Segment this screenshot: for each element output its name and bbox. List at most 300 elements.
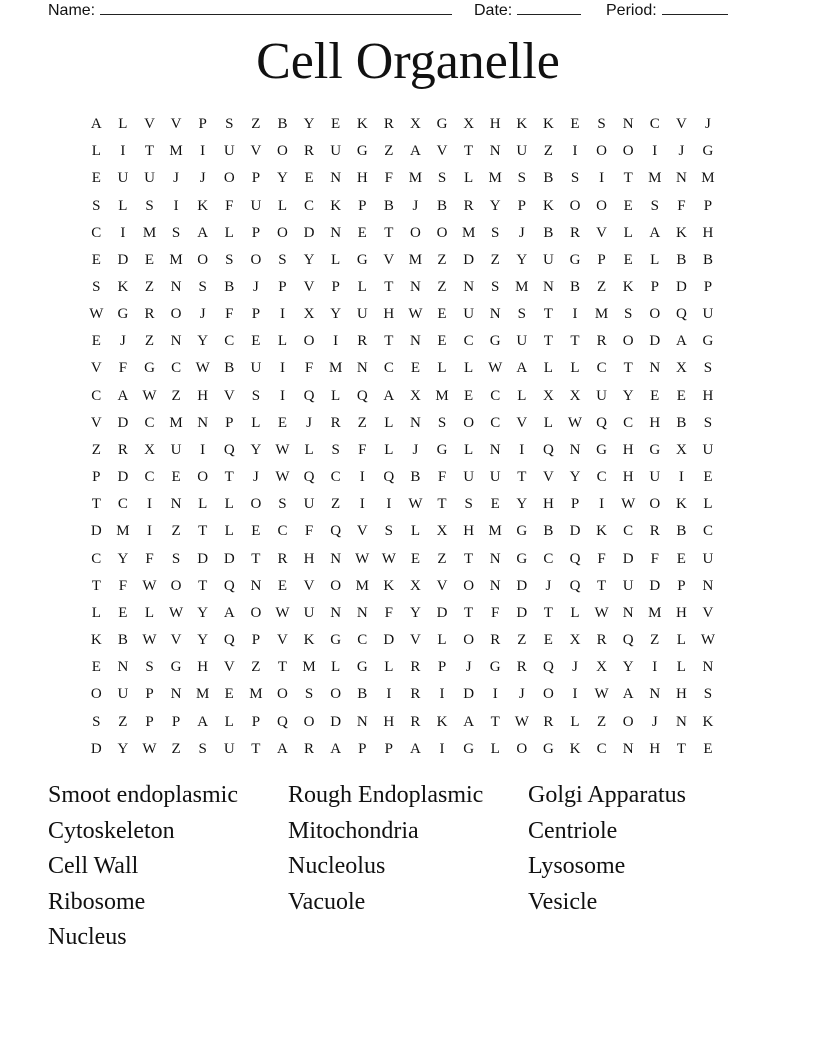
- grid-letter[interactable]: L: [543, 414, 553, 431]
- grid-letter[interactable]: A: [649, 224, 661, 241]
- grid-letter[interactable]: O: [303, 333, 315, 350]
- grid-letter[interactable]: Z: [171, 523, 181, 540]
- grid-letter[interactable]: E: [144, 251, 155, 268]
- grid-letter[interactable]: L: [676, 632, 686, 649]
- grid-letter[interactable]: I: [386, 686, 392, 703]
- grid-letter[interactable]: S: [198, 740, 207, 757]
- grid-letter[interactable]: H: [197, 387, 209, 404]
- grid-letter[interactable]: R: [277, 550, 288, 567]
- grid-letter[interactable]: Q: [303, 469, 315, 486]
- grid-letter[interactable]: N: [170, 496, 182, 513]
- grid-letter[interactable]: I: [572, 306, 578, 323]
- grid-letter[interactable]: D: [463, 686, 475, 703]
- grid-letter[interactable]: K: [197, 197, 209, 214]
- grid-letter[interactable]: W: [594, 604, 609, 621]
- grid-letter[interactable]: I: [519, 441, 525, 458]
- period-field[interactable]: [606, 0, 728, 20]
- grid-letter[interactable]: E: [703, 469, 713, 486]
- grid-letter[interactable]: O: [303, 713, 315, 730]
- grid-letter[interactable]: L: [277, 333, 288, 350]
- grid-letter[interactable]: X: [303, 306, 315, 323]
- grid-letter[interactable]: W: [275, 441, 290, 458]
- grid-letter[interactable]: L: [304, 441, 314, 458]
- grid-letter[interactable]: L: [224, 496, 234, 513]
- grid-letter[interactable]: L: [490, 740, 500, 757]
- date-blank-line[interactable]: [517, 0, 581, 15]
- grid-letter[interactable]: N: [170, 333, 182, 350]
- grid-letter[interactable]: V: [223, 659, 235, 676]
- grid-letter[interactable]: V: [303, 577, 315, 594]
- grid-letter[interactable]: S: [703, 414, 713, 431]
- grid-letter[interactable]: C: [623, 523, 634, 540]
- grid-letter[interactable]: Q: [622, 632, 634, 649]
- grid-letter[interactable]: P: [437, 659, 447, 676]
- grid-letter[interactable]: F: [358, 441, 367, 458]
- grid-letter[interactable]: N: [356, 360, 368, 377]
- grid-letter[interactable]: M: [169, 251, 183, 268]
- grid-letter[interactable]: M: [328, 360, 343, 377]
- grid-letter[interactable]: U: [489, 469, 501, 486]
- grid-letter[interactable]: T: [517, 469, 527, 486]
- grid-letter[interactable]: I: [200, 441, 206, 458]
- grid-letter[interactable]: S: [171, 550, 181, 567]
- grid-letter[interactable]: A: [117, 387, 129, 404]
- grid-letter[interactable]: I: [120, 224, 126, 241]
- grid-letter[interactable]: G: [516, 523, 528, 540]
- grid-letter[interactable]: N: [170, 686, 182, 703]
- grid-letter[interactable]: U: [117, 686, 129, 703]
- grid-letter[interactable]: Z: [596, 279, 607, 296]
- grid-letter[interactable]: L: [91, 604, 101, 621]
- grid-letter[interactable]: I: [652, 143, 658, 160]
- grid-letter[interactable]: G: [489, 333, 501, 350]
- grid-letter[interactable]: L: [91, 143, 101, 160]
- grid-letter[interactable]: O: [277, 686, 288, 703]
- grid-letter[interactable]: P: [358, 740, 367, 757]
- grid-letter[interactable]: U: [250, 197, 262, 214]
- grid-letter[interactable]: L: [198, 496, 208, 513]
- grid-letter[interactable]: N: [170, 279, 182, 296]
- grid-letter[interactable]: P: [703, 197, 713, 214]
- grid-letter[interactable]: S: [331, 441, 340, 458]
- grid-letter[interactable]: X: [436, 523, 448, 540]
- grid-letter[interactable]: O: [250, 251, 262, 268]
- grid-letter[interactable]: E: [304, 170, 314, 187]
- grid-letter[interactable]: M: [515, 279, 529, 296]
- grid-letter[interactable]: I: [146, 523, 152, 540]
- grid-letter[interactable]: C: [463, 333, 474, 350]
- grid-letter[interactable]: O: [596, 197, 607, 214]
- grid-letter[interactable]: Z: [171, 740, 181, 757]
- grid-letter[interactable]: B: [383, 197, 394, 214]
- grid-letter[interactable]: E: [118, 604, 128, 621]
- grid-letter[interactable]: T: [623, 170, 633, 187]
- grid-letter[interactable]: L: [464, 441, 474, 458]
- grid-letter[interactable]: I: [200, 143, 206, 160]
- grid-letter[interactable]: O: [410, 224, 421, 241]
- grid-letter[interactable]: O: [649, 496, 661, 513]
- grid-letter[interactable]: L: [437, 360, 447, 377]
- grid-letter[interactable]: O: [622, 333, 634, 350]
- grid-letter[interactable]: U: [356, 306, 368, 323]
- grid-letter[interactable]: C: [702, 523, 713, 540]
- grid-letter[interactable]: G: [569, 251, 581, 268]
- grid-letter[interactable]: N: [542, 279, 554, 296]
- grid-letter[interactable]: Y: [197, 333, 209, 350]
- grid-letter[interactable]: K: [356, 116, 368, 133]
- grid-letter[interactable]: A: [223, 604, 235, 621]
- grid-letter[interactable]: I: [173, 197, 179, 214]
- grid-letter[interactable]: W: [142, 740, 157, 757]
- grid-letter[interactable]: U: [516, 333, 528, 350]
- grid-letter[interactable]: Z: [543, 143, 553, 160]
- grid-letter[interactable]: X: [569, 632, 581, 649]
- grid-letter[interactable]: C: [490, 414, 501, 431]
- grid-letter[interactable]: X: [569, 387, 581, 404]
- grid-letter[interactable]: M: [142, 224, 157, 241]
- grid-letter[interactable]: O: [463, 414, 475, 431]
- grid-letter[interactable]: I: [599, 496, 605, 513]
- grid-letter[interactable]: L: [251, 414, 261, 431]
- grid-letter[interactable]: Z: [437, 251, 447, 268]
- grid-letter[interactable]: W: [195, 360, 210, 377]
- grid-letter[interactable]: L: [570, 713, 580, 730]
- grid-letter[interactable]: Z: [596, 713, 607, 730]
- grid-letter[interactable]: S: [597, 116, 606, 133]
- grid-letter[interactable]: W: [168, 604, 184, 621]
- grid-letter[interactable]: N: [356, 604, 368, 621]
- grid-letter[interactable]: U: [622, 577, 634, 594]
- grid-letter[interactable]: T: [384, 224, 394, 241]
- grid-letter[interactable]: E: [224, 686, 234, 703]
- grid-letter[interactable]: L: [384, 441, 394, 458]
- grid-letter[interactable]: Y: [569, 469, 581, 486]
- grid-letter[interactable]: H: [197, 659, 209, 676]
- grid-letter[interactable]: T: [437, 496, 447, 513]
- grid-letter[interactable]: T: [198, 523, 208, 540]
- grid-letter[interactable]: Z: [251, 659, 261, 676]
- grid-letter[interactable]: G: [702, 143, 714, 160]
- grid-letter[interactable]: Q: [330, 523, 342, 540]
- grid-letter[interactable]: I: [279, 387, 285, 404]
- grid-letter[interactable]: O: [197, 251, 209, 268]
- grid-letter[interactable]: O: [250, 604, 262, 621]
- grid-letter[interactable]: Q: [223, 441, 235, 458]
- grid-letter[interactable]: D: [383, 632, 395, 649]
- grid-letter[interactable]: J: [252, 279, 259, 296]
- grid-letter[interactable]: I: [439, 686, 445, 703]
- grid-letter[interactable]: G: [144, 360, 155, 377]
- grid-letter[interactable]: Z: [490, 251, 500, 268]
- grid-letter[interactable]: P: [597, 251, 606, 268]
- grid-letter[interactable]: F: [384, 604, 393, 621]
- grid-letter[interactable]: S: [278, 251, 287, 268]
- grid-letter[interactable]: P: [198, 116, 207, 133]
- grid-letter[interactable]: P: [225, 414, 234, 431]
- grid-letter[interactable]: S: [703, 360, 713, 377]
- grid-letter[interactable]: M: [196, 686, 210, 703]
- grid-letter[interactable]: C: [304, 197, 315, 214]
- grid-letter[interactable]: U: [117, 170, 129, 187]
- grid-letter[interactable]: R: [569, 224, 580, 241]
- grid-letter[interactable]: P: [570, 496, 580, 513]
- grid-letter[interactable]: A: [197, 224, 209, 241]
- grid-letter[interactable]: Y: [250, 441, 262, 458]
- grid-letter[interactable]: Y: [410, 604, 421, 621]
- grid-letter[interactable]: V: [250, 143, 262, 160]
- grid-letter[interactable]: H: [622, 469, 634, 486]
- grid-letter[interactable]: T: [224, 469, 234, 486]
- grid-letter[interactable]: W: [89, 306, 104, 323]
- grid-letter[interactable]: E: [703, 740, 713, 757]
- grid-letter[interactable]: B: [543, 224, 554, 241]
- grid-letter[interactable]: Z: [118, 713, 128, 730]
- grid-letter[interactable]: A: [330, 740, 342, 757]
- grid-letter[interactable]: G: [516, 550, 528, 567]
- grid-letter[interactable]: L: [144, 604, 155, 621]
- grid-letter[interactable]: B: [569, 279, 580, 296]
- grid-letter[interactable]: D: [303, 224, 315, 241]
- grid-letter[interactable]: C: [117, 496, 128, 513]
- grid-letter[interactable]: M: [435, 387, 449, 404]
- grid-letter[interactable]: V: [170, 632, 182, 649]
- grid-letter[interactable]: N: [622, 116, 634, 133]
- grid-letter[interactable]: A: [90, 116, 102, 133]
- grid-letter[interactable]: N: [702, 577, 714, 594]
- grid-letter[interactable]: B: [410, 469, 421, 486]
- grid-letter[interactable]: V: [277, 632, 288, 649]
- grid-letter[interactable]: F: [304, 360, 314, 377]
- grid-letter[interactable]: W: [275, 604, 290, 621]
- grid-letter[interactable]: T: [623, 360, 633, 377]
- grid-letter[interactable]: H: [383, 306, 395, 323]
- grid-letter[interactable]: U: [516, 143, 528, 160]
- grid-letter[interactable]: D: [649, 577, 661, 594]
- grid-letter[interactable]: P: [677, 577, 686, 594]
- grid-letter[interactable]: L: [224, 224, 234, 241]
- grid-letter[interactable]: W: [514, 713, 529, 730]
- grid-letter[interactable]: N: [489, 550, 501, 567]
- grid-letter[interactable]: H: [303, 550, 315, 567]
- grid-letter[interactable]: E: [410, 360, 420, 377]
- grid-letter[interactable]: G: [596, 441, 607, 458]
- grid-letter[interactable]: C: [596, 469, 607, 486]
- grid-letter[interactable]: N: [410, 279, 421, 296]
- grid-letter[interactable]: P: [650, 279, 659, 296]
- grid-letter[interactable]: O: [516, 740, 528, 757]
- grid-letter[interactable]: L: [224, 713, 234, 730]
- grid-letter[interactable]: C: [91, 224, 102, 241]
- grid-letter[interactable]: M: [169, 414, 183, 431]
- grid-letter[interactable]: X: [675, 360, 687, 377]
- grid-letter[interactable]: I: [333, 333, 339, 350]
- grid-letter[interactable]: D: [117, 251, 129, 268]
- grid-letter[interactable]: E: [410, 550, 420, 567]
- grid-letter[interactable]: O: [649, 306, 661, 323]
- grid-letter[interactable]: P: [331, 279, 340, 296]
- grid-letter[interactable]: F: [677, 197, 686, 214]
- grid-letter[interactable]: P: [251, 306, 261, 323]
- grid-letter[interactable]: L: [357, 279, 367, 296]
- grid-letter[interactable]: N: [675, 170, 687, 187]
- grid-letter[interactable]: E: [331, 116, 341, 133]
- grid-letter[interactable]: O: [277, 224, 288, 241]
- grid-letter[interactable]: D: [330, 713, 342, 730]
- grid-letter[interactable]: J: [412, 197, 419, 214]
- grid-letter[interactable]: U: [250, 360, 262, 377]
- grid-letter[interactable]: B: [224, 360, 235, 377]
- grid-letter[interactable]: M: [249, 686, 263, 703]
- grid-letter[interactable]: K: [702, 713, 714, 730]
- grid-letter[interactable]: Q: [223, 577, 235, 594]
- grid-letter[interactable]: P: [703, 279, 713, 296]
- grid-letter[interactable]: W: [381, 550, 396, 567]
- grid-letter[interactable]: O: [569, 197, 581, 214]
- grid-letter[interactable]: U: [702, 306, 714, 323]
- grid-letter[interactable]: C: [383, 360, 394, 377]
- grid-letter[interactable]: O: [170, 577, 182, 594]
- grid-letter[interactable]: L: [543, 360, 553, 377]
- grid-letter[interactable]: W: [408, 306, 423, 323]
- grid-letter[interactable]: C: [649, 116, 660, 133]
- grid-letter[interactable]: F: [437, 469, 447, 486]
- grid-letter[interactable]: K: [383, 577, 395, 594]
- grid-letter[interactable]: G: [436, 441, 448, 458]
- grid-letter[interactable]: X: [542, 387, 554, 404]
- grid-letter[interactable]: Z: [91, 441, 101, 458]
- grid-letter[interactable]: O: [436, 224, 448, 241]
- grid-letter[interactable]: V: [702, 604, 714, 621]
- grid-letter[interactable]: N: [197, 414, 209, 431]
- grid-letter[interactable]: T: [464, 143, 474, 160]
- grid-letter[interactable]: R: [330, 414, 341, 431]
- grid-letter[interactable]: S: [517, 170, 526, 187]
- grid-letter[interactable]: N: [463, 279, 475, 296]
- grid-letter[interactable]: P: [171, 713, 181, 730]
- grid-letter[interactable]: V: [170, 116, 182, 133]
- grid-letter[interactable]: S: [225, 116, 234, 133]
- grid-letter[interactable]: K: [569, 740, 581, 757]
- grid-letter[interactable]: M: [461, 224, 476, 241]
- grid-letter[interactable]: N: [649, 686, 661, 703]
- grid-letter[interactable]: E: [171, 469, 181, 486]
- grid-letter[interactable]: B: [676, 251, 687, 268]
- grid-letter[interactable]: I: [492, 686, 498, 703]
- grid-letter[interactable]: B: [543, 170, 554, 187]
- grid-letter[interactable]: Z: [650, 632, 660, 649]
- grid-letter[interactable]: T: [596, 577, 607, 594]
- grid-letter[interactable]: J: [465, 659, 472, 676]
- grid-letter[interactable]: X: [410, 387, 421, 404]
- grid-letter[interactable]: G: [356, 659, 368, 676]
- grid-letter[interactable]: L: [570, 604, 580, 621]
- grid-letter[interactable]: H: [649, 414, 661, 431]
- grid-letter[interactable]: G: [702, 333, 714, 350]
- grid-letter[interactable]: M: [116, 523, 130, 540]
- grid-letter[interactable]: F: [650, 550, 659, 567]
- date-field[interactable]: [474, 0, 581, 20]
- grid-letter[interactable]: L: [650, 251, 660, 268]
- grid-letter[interactable]: T: [277, 659, 288, 676]
- grid-letter[interactable]: L: [464, 360, 474, 377]
- grid-letter[interactable]: W: [408, 496, 423, 513]
- grid-letter[interactable]: S: [92, 279, 101, 296]
- grid-letter[interactable]: D: [223, 550, 235, 567]
- grid-letter[interactable]: O: [542, 686, 554, 703]
- grid-letter[interactable]: K: [622, 279, 634, 296]
- grid-letter[interactable]: Z: [437, 279, 447, 296]
- grid-letter[interactable]: A: [675, 333, 687, 350]
- grid-letter[interactable]: M: [648, 170, 662, 187]
- grid-letter[interactable]: I: [146, 496, 152, 513]
- grid-letter[interactable]: Y: [117, 550, 129, 567]
- grid-letter[interactable]: Y: [622, 387, 634, 404]
- grid-letter[interactable]: B: [277, 116, 288, 133]
- grid-letter[interactable]: K: [542, 197, 554, 214]
- grid-letter[interactable]: K: [542, 116, 554, 133]
- grid-letter[interactable]: P: [517, 197, 526, 214]
- grid-letter[interactable]: O: [250, 496, 262, 513]
- grid-letter[interactable]: Y: [117, 740, 129, 757]
- grid-letter[interactable]: N: [330, 224, 342, 241]
- grid-letter[interactable]: W: [355, 550, 370, 567]
- grid-letter[interactable]: V: [516, 414, 528, 431]
- grid-letter[interactable]: F: [384, 170, 393, 187]
- grid-letter[interactable]: Q: [277, 713, 288, 730]
- grid-letter[interactable]: O: [463, 632, 475, 649]
- grid-letter[interactable]: R: [410, 713, 421, 730]
- grid-letter[interactable]: M: [408, 170, 423, 187]
- grid-letter[interactable]: U: [144, 170, 155, 187]
- grid-letter[interactable]: R: [383, 116, 394, 133]
- grid-letter[interactable]: G: [356, 143, 368, 160]
- grid-letter[interactable]: L: [676, 659, 686, 676]
- grid-letter[interactable]: L: [331, 387, 341, 404]
- grid-letter[interactable]: D: [649, 333, 661, 350]
- grid-letter[interactable]: G: [330, 632, 342, 649]
- grid-letter[interactable]: W: [488, 360, 503, 377]
- grid-letter[interactable]: D: [90, 523, 102, 540]
- grid-letter[interactable]: H: [622, 441, 634, 458]
- grid-letter[interactable]: S: [198, 279, 207, 296]
- grid-letter[interactable]: V: [383, 251, 395, 268]
- grid-letter[interactable]: J: [678, 143, 685, 160]
- grid-letter[interactable]: I: [572, 686, 578, 703]
- grid-letter[interactable]: W: [142, 387, 157, 404]
- grid-letter[interactable]: E: [623, 197, 633, 214]
- grid-letter[interactable]: J: [199, 306, 206, 323]
- grid-letter[interactable]: M: [488, 170, 502, 187]
- grid-letter[interactable]: J: [252, 469, 259, 486]
- grid-letter[interactable]: A: [622, 686, 634, 703]
- grid-letter[interactable]: O: [330, 686, 342, 703]
- grid-letter[interactable]: U: [303, 496, 315, 513]
- grid-letter[interactable]: D: [436, 604, 448, 621]
- grid-letter[interactable]: U: [702, 441, 714, 458]
- grid-letter[interactable]: I: [359, 469, 365, 486]
- grid-letter[interactable]: E: [650, 387, 660, 404]
- grid-letter[interactable]: W: [700, 632, 716, 649]
- grid-letter[interactable]: T: [570, 333, 580, 350]
- grid-letter[interactable]: X: [410, 116, 421, 133]
- grid-letter[interactable]: D: [516, 604, 528, 621]
- grid-letter[interactable]: L: [703, 496, 713, 513]
- grid-letter[interactable]: H: [356, 170, 368, 187]
- grid-letter[interactable]: S: [570, 170, 580, 187]
- grid-letter[interactable]: L: [623, 224, 633, 241]
- grid-letter[interactable]: Z: [144, 279, 155, 296]
- grid-letter[interactable]: G: [463, 740, 475, 757]
